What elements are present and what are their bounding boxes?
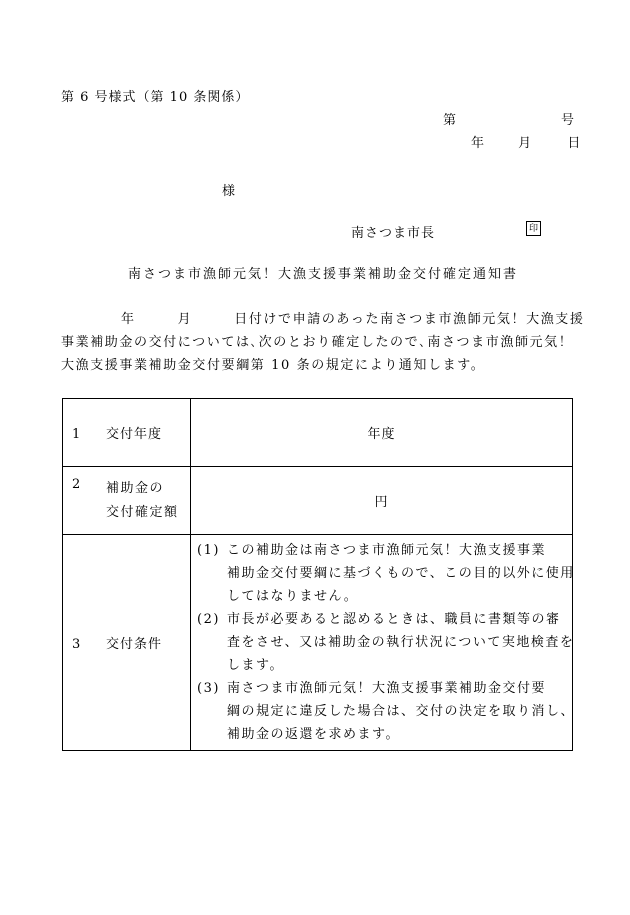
- condition-item: [197, 677, 576, 746]
- row-value-cell: [191, 399, 573, 467]
- date-day: 日: [567, 136, 581, 151]
- seal-stamp: 印: [526, 221, 541, 236]
- row-label-cell: [63, 467, 191, 535]
- condition-line: 補助金交付要綱に基づくもので、この目的以外に使用: [227, 566, 575, 581]
- details-table: [62, 398, 576, 751]
- amount-value: 円: [374, 495, 389, 510]
- document-number-prefix: 第: [443, 113, 457, 128]
- condition-number: (3): [197, 681, 220, 696]
- body-line-1: [61, 308, 585, 331]
- body-year: 年: [121, 312, 136, 327]
- table-row: [63, 399, 573, 467]
- table-row: [63, 535, 573, 751]
- condition-item: [197, 539, 575, 608]
- row-label: 交付年度: [106, 427, 163, 442]
- date-year: 年: [471, 136, 485, 151]
- issuer-name: 南さつま市長: [351, 226, 436, 241]
- condition-line: 補助金の返還を求めます。: [227, 727, 400, 742]
- condition-line: してはなりません。: [227, 589, 359, 604]
- row-label-cell: [63, 399, 191, 467]
- conditions-cell: [191, 535, 576, 751]
- row-value-cell: [191, 467, 573, 535]
- body-month: 月: [177, 312, 193, 327]
- condition-line: この補助金は南さつま市漁師元気！大漁支援事業: [227, 543, 547, 558]
- condition-line: 市長が必要あると認めるときは、職員に書類等の審: [227, 612, 561, 627]
- document-title: 南さつま市漁師元気！大漁支援事業補助金交付確定通知書: [128, 267, 519, 282]
- row-number: 3: [72, 637, 81, 652]
- body-line-2: 事業補助金の交付については､次のとおり確定したので､南さつま市漁師元気！: [61, 335, 574, 350]
- body-line-1-rest: 日付けで申請のあった南さつま市漁師元気！大漁支援: [234, 312, 585, 327]
- form-label: 第 6 号様式（第 10 条関係）: [61, 90, 250, 105]
- condition-item: [197, 608, 575, 677]
- condition-line: します。: [227, 658, 284, 673]
- body-paragraph: [61, 308, 585, 377]
- row-label: 交付条件: [106, 637, 163, 652]
- row-label-line-2: 交付確定額: [106, 504, 179, 520]
- addressee-suffix: 様: [222, 184, 236, 199]
- row-number: 1: [72, 427, 81, 442]
- condition-number: (2): [197, 612, 220, 627]
- condition-line: 綱の規定に違反した場合は、交付の決定を取り消し、: [227, 704, 576, 719]
- condition-number: (1): [197, 543, 220, 558]
- row-label-line-1: 補助金の: [106, 480, 165, 496]
- date-month: 月: [518, 136, 532, 151]
- row-number: 2: [72, 476, 81, 492]
- condition-line: 査をさせ、又は補助金の執行状況について実地検査を: [227, 635, 575, 650]
- condition-line: 南さつま市漁師元気！大漁支援事業補助金交付要: [227, 681, 547, 696]
- fiscal-year-value: 年度: [367, 427, 396, 442]
- document-date: [471, 132, 580, 151]
- body-line-3: 大漁支援事業補助金交付要綱第 10 条の規定により通知します。: [61, 358, 486, 373]
- row-label-cell: [63, 535, 191, 751]
- table-row: [63, 467, 573, 535]
- document-number-suffix: 号: [561, 113, 575, 128]
